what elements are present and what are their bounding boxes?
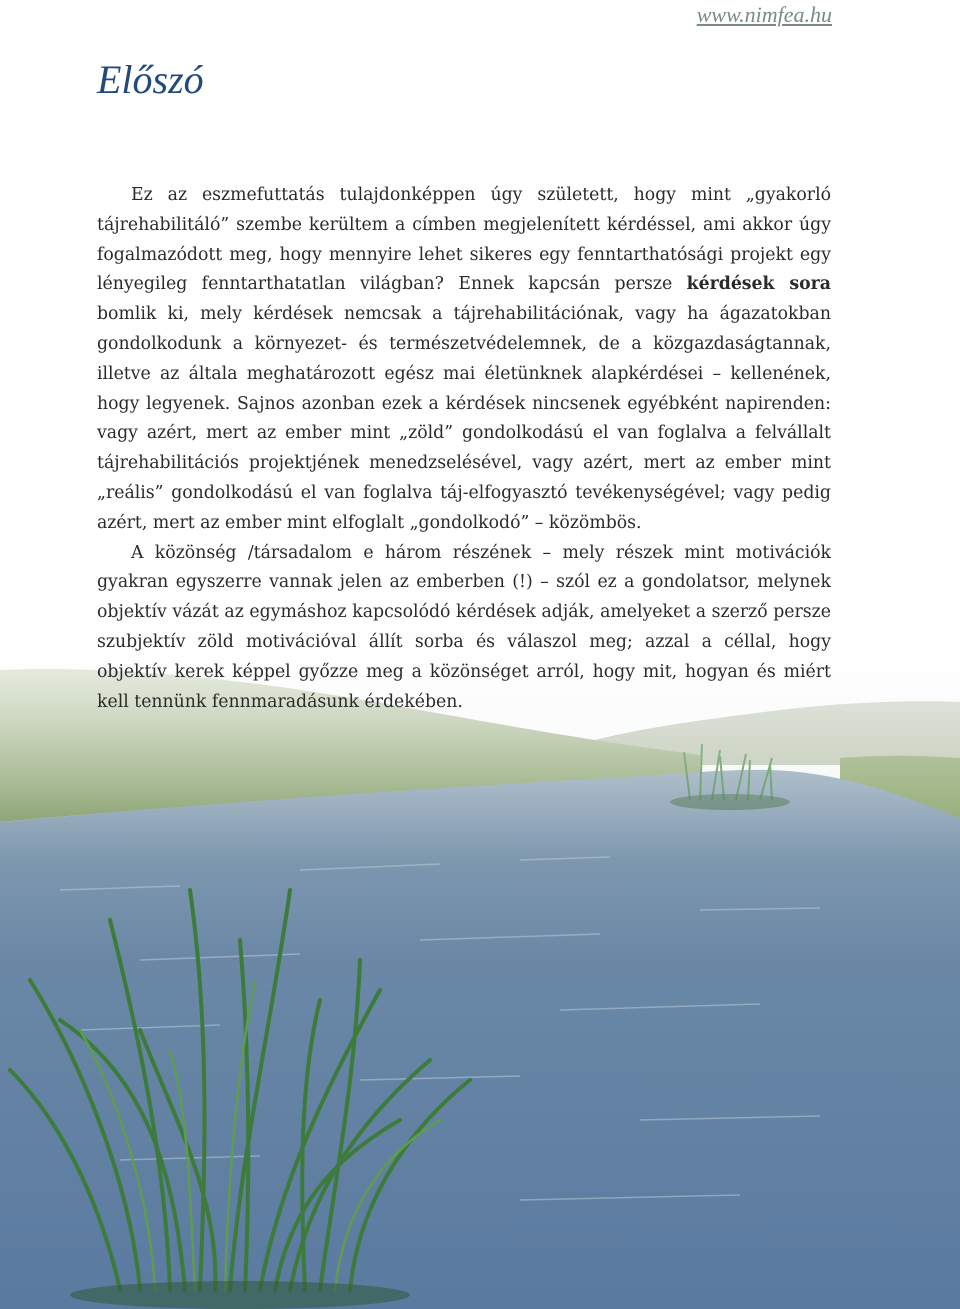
- page-title: Előszó: [97, 57, 204, 102]
- foreword-text: [97, 181, 831, 717]
- bold-phrase: kérdések sora: [686, 274, 831, 295]
- site-url-link[interactable]: www.nimfea.hu: [696, 2, 832, 27]
- paragraph-2: A közönség /társadalom e három részének – mely részek mint motivációk gyakran egyszerre vannak jelen az emberben (!) – szól ez a gondolatsor, melynek objektív vázát az egymáshoz kapcsolódó kérdések adják, amelyeket a szerző persze szubjektív zöld motivációval állít sorba és válaszol meg; azzal a céllal, hogy objektív kerek képpel győzze meg a közönséget arról, hogy mit, hogyan és miért kell tennünk fennmaradásunk érdekében.: [97, 542, 831, 712]
- paragraph-1: Ez az eszmefuttatás tulajdonképpen úgy született, hogy mint „gyakorló tájrehabilitáló” szembe kerültem a címben megjelenített kérdéssel, ami akkor úgy fogalmazódott meg, hogy mennyire lehet sikeres egy fenntarthatósági projekt egy lényegileg fenntarthatatlan világban? Ennek kapcsán persze kérdések sora bomlik ki, mely kérdések nemcsak a tájrehabilitációnak, vagy ha ágazatokban gondolkodunk a környezet- és természetvédelemnek, de a közgazdaságtannak, illetve az általa meghatározott egész mai életünknek alapkérdései – kellenének, hogy legyenek. Sajnos azonban ezek a kérdések nincsenek egyébként napirenden: vagy azért, mert az ember mint „zöld” gondolkodású el van foglalva a felvállalt tájrehabilitációs projektjének menedzselésével, vagy azért, mert az ember mint „reális” gondolkodású el van foglalva táj-elfogyasztó tevékenységével; vagy pedig azért, mert az ember mint elfoglalt „gondolkodó” – közömbös.: [97, 185, 831, 533]
